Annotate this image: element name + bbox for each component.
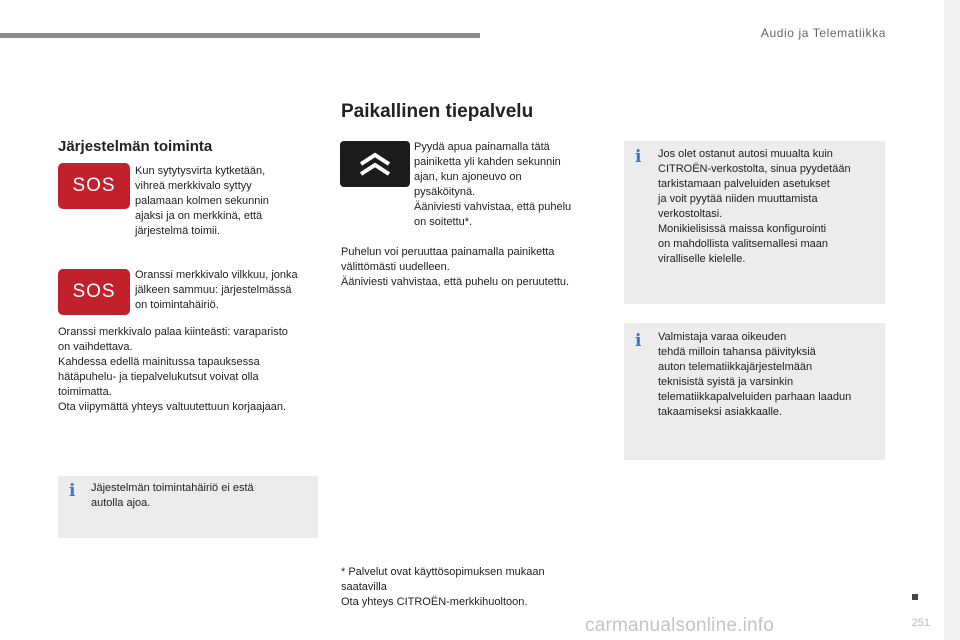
paragraph-orange-flash: Oranssi merkkivalo vilkkuu, jonka jälkeen sammuu: järjestelmässä on toimintahäiriö. [135,269,298,311]
info-box-malfunction [58,476,318,538]
paragraph-cancel-call: Puhelun voi peruuttaa painamalla painiketta välittömästi uudelleen. Ääniviesti vahvistaa, että puhelu on peruutettu. [341,246,570,288]
header-bar [0,33,480,38]
info-box-settings [624,141,885,304]
info-text-malfunction: Jäjestelmän toimintahäiriö ei estä autolla ajoa. [91,482,254,509]
chevrons-icon [355,149,395,179]
footnote: * Palvelut ovat käyttösopimuksen mukaan saatavilla Ota yhteys CITROËN-merkkihuoltoon. [341,566,545,608]
page-number: 251 [911,617,930,629]
sos-label-2: SOS [72,281,116,302]
paragraph-request-help: Pyydä apua painamalla tätä painiketta yli kahden sekunnin ajan, kun ajoneuvo on pysäköitynä. Ääniviesti vahvistaa, että puhelu on soitettu*. [414,141,572,228]
assistance-button-icon [340,141,410,187]
section-title-local-assistance: Paikallinen tiepalvelu [341,101,534,122]
end-marker [912,594,918,600]
paragraph-green-light: Kun sytytysvirta kytketään, vihreä merkkivalo syttyy palamaan kolmen sekunnin ajaksi ja on merkkinä, että järjestelmä toimii. [135,165,269,237]
paragraph-orange-steady: Oranssi merkkivalo palaa kiinteästi: varaparisto on vaihdettava. Kahdessa edellä mainitussa tapauksessa hätäpuhelu- ja tiepalvelukutsut voivat olla toimimatta. Ota viipymättä yhteys valtuutettuun korjaajaan. [58,326,288,413]
info-text-settings: Jos olet ostanut autosi muualta kuin CITROËN-verkostolta, sinua pyydetään tarkistamaan palveluiden asetukset ja voit pyytää niiden muuttamista verkostoltasi. Monikielisissä maissa konfigurointi on mahdollista valitsemallesi maan viralliselle kielelle. [658,148,851,265]
section-title-system-operation: Järjestelmän toiminta [58,138,213,155]
sos-label: SOS [72,175,116,196]
page-edge-strip [944,0,960,640]
sos-button-icon-2 [58,269,130,315]
info-icon: i [635,147,642,167]
info-text-updates: Valmistaja varaa oikeuden tehdä milloin tahansa päivityksiä auton telematiikkajärjestelmään teknisistä syistä ja varsinkin telematiikkapalveluiden parhaan laadun takaamiseksi asiakkaalle. [658,331,852,418]
info-box-updates [624,323,885,460]
info-icon: i [69,481,76,501]
watermark: carmanualsonline.info [585,615,775,636]
chapter-title: Audio ja Telematiikka [760,26,886,40]
sos-button-icon [58,163,130,209]
info-icon: i [635,331,642,351]
